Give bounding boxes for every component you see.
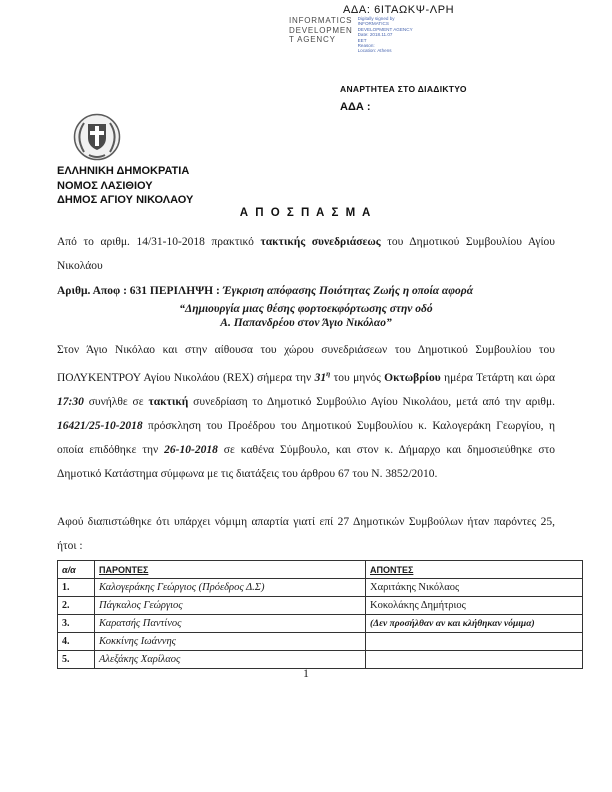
page-number: 1 — [303, 668, 309, 680]
present-member-name: Καλογεράκης Γεώργιος (Πρόεδρος Δ.Σ) — [95, 579, 366, 597]
stamp-agency-name — [289, 16, 353, 54]
municipality-title: ΔΗΜΟΣ ΑΓΙΟΥ ΝΙΚΟΛΑΟΥ — [57, 194, 194, 206]
row-index: 5. — [58, 651, 95, 669]
issuing-authority-block — [57, 164, 193, 208]
column-header-index: α/α — [58, 561, 95, 579]
document-title: Α Π Ο Σ Π Α Σ Μ Α — [239, 207, 373, 219]
absent-member-name: Χαριτάκης Νικόλαος — [366, 579, 583, 597]
column-header-absent: ΑΠΟΝΤΕΣ — [366, 561, 583, 579]
stamp-signature-line: Date: 2018.11.07 — [357, 32, 393, 38]
absent-member-name — [366, 633, 583, 651]
ada-field-label: ΑΔΑ : — [340, 101, 371, 113]
column-header-present: ΠΑΡΟΝΤΕΣ — [95, 561, 366, 579]
stamp-agency-line: T AGENCY — [289, 35, 336, 44]
stamp-signature-line: EET — [357, 37, 367, 43]
table-header-row — [58, 561, 583, 579]
stamp-signature-line: Digitally signed by — [357, 16, 395, 21]
decision-subject-block — [57, 284, 555, 331]
present-member-name: Κοκκίνης Ιωάννης — [95, 633, 366, 651]
absent-note: (Δεν προσήλθαν αν και κλήθηκαν νόμιμα) — [366, 615, 583, 633]
present-member-name: Αλεξάκης Χαρίλαος — [95, 651, 366, 669]
table-row — [58, 579, 583, 597]
ada-code: ΑΔΑ: 6ΙΤΑΩΚΨ-ΛΡΗ — [343, 4, 455, 16]
stamp-signature-details — [358, 16, 450, 54]
stamp-signature-line: INFORMATICS — [357, 21, 389, 27]
absent-member-name: Κοκολάκης Δημήτριος — [366, 597, 583, 615]
stamp-signature-line: Reason: — [357, 43, 375, 49]
stamp-signature-line: DEVELOPMENT AGENCY — [357, 26, 413, 32]
attendance-table — [57, 560, 583, 669]
absent-member-name — [366, 651, 583, 669]
decision-number-and-summary: Αριθμ. Αποφ : 631 ΠΕΡΙΛΗΨΗ : Έγκριση απόφασης Ποιότητας Ζωής η οποία αφορά — [57, 285, 474, 297]
session-details-paragraph: Στον Άγιο Νικόλαο και στην αίθουσα του χώρου συνεδριάσεων του Δημοτικού Συμβουλίου του ΠΟΛΥΚΕΝΤΡΟΥ Αγίου Νικολάου (REX) σήμερα την $31^\eta$ του μηνός Οκτωβρίου ημέρα Τετάρτη και ώρα 17:30 συνήλθε σε τακτική συνεδρίαση το Δημοτικό Συμβούλιο Αγίου Νικολάου, μετά από την αριθμ. 16421/25-10-2018 πρόσκληση του Προέδρου του Δημοτικού Συμβουλίου κ. Καλογεράκη Γεωργίου, η οποία επιδόθηκε την 26-10-2018 σε καθένα Σύμβουλο, και στον κ. Δήμαρχο και δημοσιεύθηκε στο Δημοτικό Κατάστημα σύμφωνα με τις διατάξεις του άρθρου 67 του Ν. 3852/2010. — [57, 344, 556, 480]
decision-subject-line: “Δημιουργία μιας θέσης φορτοεκφόρτωσης στην οδό — [179, 302, 433, 315]
intro-paragraph: Από το αριθμ. 14/31-10-2018 πρακτικό τακτικής συνεδριάσεως του Δημοτικού Συμβουλίου Αγίου Νικολάου — [57, 236, 556, 272]
digital-signature-stamp — [289, 16, 450, 54]
greek-national-emblem-icon — [72, 112, 122, 162]
prefecture-title: ΝΟΜΟΣ ΛΑΣΙΘΙΟΥ — [57, 179, 153, 192]
stamp-agency-line: INFORMATICS — [289, 16, 353, 25]
table-row — [58, 597, 583, 615]
quorum-paragraph: Αφού διαπιστώθηκε ότι υπάρχει νόμιμη απαρτία γιατί επί 27 Δημοτικών Συμβούλων ήταν παρόντες 25, ήτοι : — [57, 516, 555, 552]
row-index: 1. — [58, 579, 95, 597]
present-member-name: Πάγκαλος Γεώργιος — [95, 597, 366, 615]
internet-posting-label: ΑΝΑΡΤΗΤΕΑ ΣΤΟ ΔΙΑΔΙΚΤΥΟ — [340, 84, 467, 94]
republic-title: ΕΛΛΗΝΙΚΗ ΔΗΜΟΚΡΑΤΙΑ — [57, 165, 190, 177]
table-row — [58, 651, 583, 669]
decision-subject-line: Α. Παπανδρέου στον Άγιο Νικόλαο” — [220, 317, 392, 329]
row-index: 3. — [58, 615, 95, 633]
table-row — [58, 633, 583, 651]
stamp-agency-line: DEVELOPMEN — [289, 25, 353, 35]
table-row — [58, 615, 583, 633]
row-index: 4. — [58, 633, 95, 651]
present-member-name: Καρατσής Παντίνος — [95, 615, 366, 633]
row-index: 2. — [58, 597, 95, 615]
stamp-signature-line: Location: Athens — [357, 48, 392, 54]
